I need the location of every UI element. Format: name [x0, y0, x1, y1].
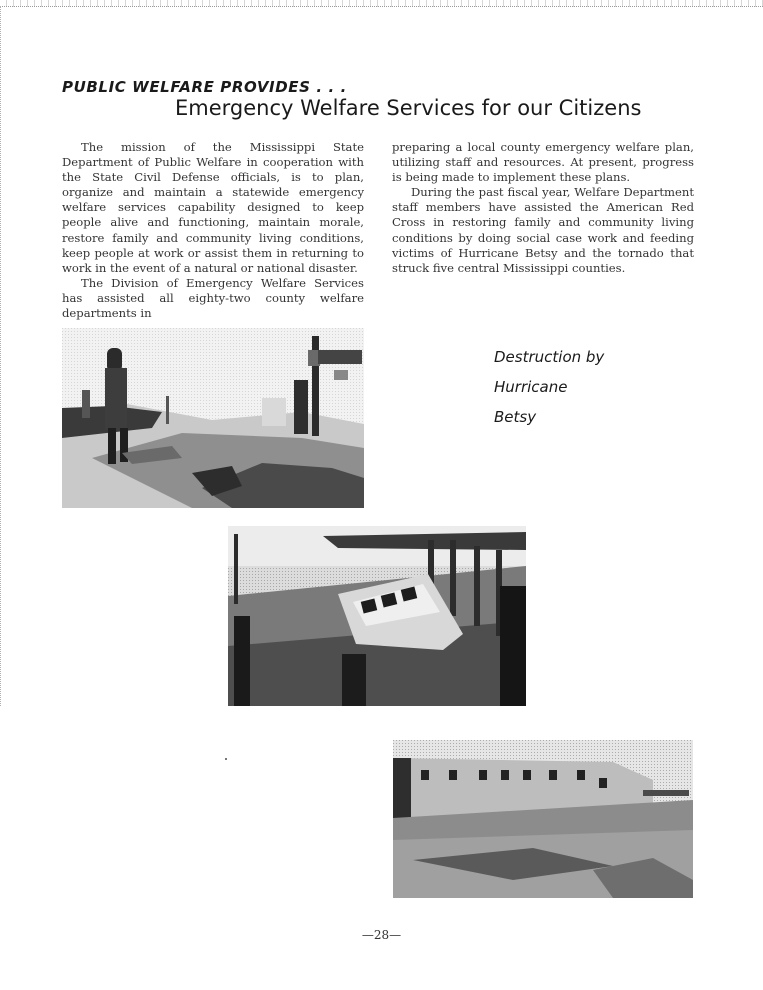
right-paragraph-2: During the past fiscal year, Welfare Department staff members have assisted the American Red Cross in restoring family and community living conditions by doing social case work and feeding victims of Hurricane Betsy and the tornado that struck five central Mississippi counties. — [392, 185, 694, 275]
left-paragraph-2: The Division of Emergency Welfare Services has assisted all eighty-two county welfare departments in — [62, 275, 364, 321]
scan-speck — [225, 758, 227, 760]
photo-damaged-building — [393, 740, 693, 898]
article-right-column — [392, 140, 694, 276]
section-kicker: PUBLIC WELFARE PROVIDES . . . — [62, 78, 347, 96]
article-left-column — [62, 140, 364, 321]
caption-line-3: Betsy — [494, 408, 537, 426]
page-title: Emergency Welfare Services for our Citizens — [175, 96, 642, 120]
page-number: —28— — [361, 928, 402, 942]
caption-line-2: Hurricane — [494, 378, 568, 396]
right-paragraph-1: preparing a local county emergency welfare plan, utilizing staff and resources. At present, progress is being made to implement these plans. — [392, 140, 694, 185]
left-paragraph-1: The mission of the Mississippi State Department of Public Welfare in cooperation with the State Civil Defense officials, is to plan, organize and maintain a statewide emergency welfare services capability designed to keep people alive and functioning, maintain morale, restore family and community living conditions, keep people at work or assist them in returning to work in the event of a natural or national disaster. — [62, 140, 364, 275]
photo-hurricane-pier-damage — [62, 328, 364, 508]
scan-left-edge — [0, 6, 3, 706]
photo-sunken-boat — [228, 526, 526, 706]
scan-top-edge — [0, 0, 763, 7]
caption-line-1: Destruction by — [494, 348, 605, 366]
